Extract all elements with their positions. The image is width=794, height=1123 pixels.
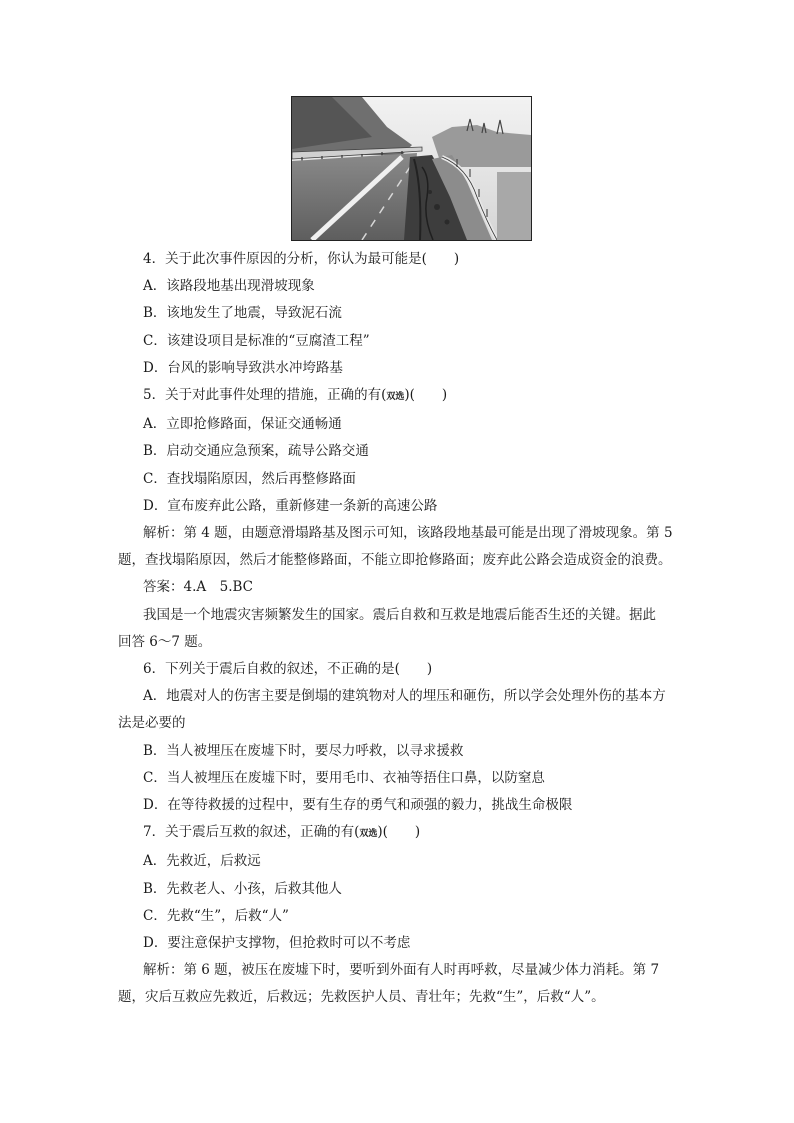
q4-option-d: D．台风的影响导致洪水冲垮路基 [143,359,343,376]
double-choice-tag: 双选 [386,392,405,403]
collapsed-highway-photo [291,96,532,241]
q5-stem: 5．关于对此事件处理的措施，正确的有(双选)( ) [143,387,448,404]
q7-option-b: B．先救老人、小孩，后救其他人 [143,880,342,897]
analysis-1-line-1: 解析：第 4 题，由题意滑塌路基及图示可知，该路段地基最可能是出现了滑坡现象。第 5 [143,525,673,542]
q6-option-d: D．在等待救援的过程中，要有生存的勇气和顽强的毅力，挑战生命极限 [143,797,573,814]
question-content [118,246,678,1012]
q7-option-c: C．先救“生”，后救“人” [143,907,289,924]
q7-option-d: D．要注意保护支撑物，但抢救时可以不考虑 [143,935,411,952]
analysis-2-line-1: 解析：第 6 题，被压在废墟下时，要听到外面有人时再呼救，尽量减少体力消耗。第 7 [143,962,660,979]
q6-stem: 6．下列关于震后自救的叙述，不正确的是( ) [143,661,433,678]
q5-option-c: C．查找塌陷原因，然后再整修路面 [143,470,356,487]
q6-option-a-line-1: A．地震对人的伤害主要是倒塌的建筑物对人的埋压和砸伤，所以学会处理外伤的基本方 [143,688,666,705]
q5-option-d: D．宣布废弃此公路，重新修建一条新的高速公路 [143,497,438,514]
q6-option-b: B．当人被埋压在废墟下时，要尽力呼救，以寻求援救 [143,742,464,759]
q4-option-c: C．该建设项目是标准的“豆腐渣工程” [143,332,370,349]
q6-option-c: C．当人被埋压在废墟下时，要用毛巾、衣袖等捂住口鼻，以防窒息 [143,769,545,786]
q7-option-a: A．先救近，后救远 [143,853,261,870]
q6-option-a-line-2: 法是必要的 [118,715,186,732]
q4-stem: 4．关于此次事件原因的分析，你认为最可能是( ) [143,251,460,267]
q7-stem: 7．关于震后互救的叙述，正确的有(双选)( ) [143,824,421,841]
q5-option-a: A．立即抢修路面，保证交通畅通 [143,416,342,433]
intro-line-2: 回答 6～7 题。 [118,633,212,650]
q5-option-b: B．启动交通应急预案，疏导公路交通 [143,443,369,460]
analysis-1-line-2: 题，查找塌陷原因，然后才能整修路面，不能立即抢修路面；废弃此公路会造成资金的浪费。 [118,552,672,569]
answer-1: 答案：4.A 5.BC [143,579,254,596]
q4-option-b: B．该地发生了地震，导致泥石流 [143,305,342,322]
intro-line-1: 我国是一个地震灾害频繁发生的国家。震后自救和互救是地震后能否生还的关键。据此 [143,606,656,623]
q4-option-a: A．该路段地基出现滑坡现象 [143,278,315,295]
double-choice-tag: 双选 [359,829,378,840]
analysis-2-line-2: 题，灾后互救应先救近，后救远；先救医护人员、青壮年；先救“生”，后救“人”。 [118,989,605,1006]
